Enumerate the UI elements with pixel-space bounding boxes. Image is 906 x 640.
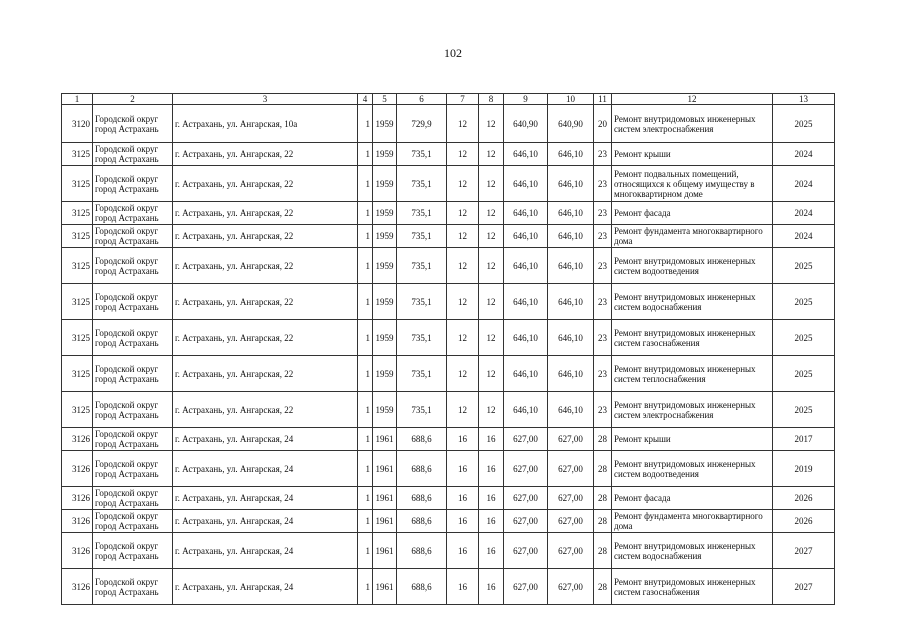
col-10-cell: 627,00 <box>548 428 594 451</box>
col-9-cell: 646,10 <box>504 225 548 248</box>
year-built-cell: 1961 <box>373 533 397 569</box>
work-type-cell: Ремонт фасада <box>612 487 773 510</box>
col-10-cell: 646,10 <box>548 392 594 428</box>
col-4-cell: 1 <box>358 510 373 533</box>
col-10-cell: 627,00 <box>548 569 594 605</box>
district-cell: Городской округ город Астрахань <box>93 533 173 569</box>
col-10-cell: 646,10 <box>548 320 594 356</box>
col-9-cell: 627,00 <box>504 510 548 533</box>
col-11-cell: 23 <box>594 284 612 320</box>
col-8-cell: 12 <box>479 320 504 356</box>
col-7-cell: 12 <box>447 225 479 248</box>
area-cell: 688,6 <box>397 487 447 510</box>
col-8-cell: 12 <box>479 248 504 284</box>
area-cell: 688,6 <box>397 569 447 605</box>
col-8-cell: 12 <box>479 392 504 428</box>
row-id: 3120 <box>62 105 93 143</box>
col-9-cell: 646,10 <box>504 392 548 428</box>
col-10-cell: 627,00 <box>548 533 594 569</box>
table-row <box>62 284 835 320</box>
col-11-cell: 23 <box>594 143 612 166</box>
row-id: 3125 <box>62 143 93 166</box>
col-9-cell: 646,10 <box>504 284 548 320</box>
district-cell: Городской округ город Астрахань <box>93 225 173 248</box>
column-header: 12 <box>612 94 773 105</box>
plan-year-cell: 2026 <box>773 487 835 510</box>
col-4-cell: 1 <box>358 487 373 510</box>
row-id: 3125 <box>62 248 93 284</box>
table-row <box>62 225 835 248</box>
col-4-cell: 1 <box>358 105 373 143</box>
col-4-cell: 1 <box>358 356 373 392</box>
col-10-cell: 646,10 <box>548 166 594 202</box>
col-7-cell: 12 <box>447 105 479 143</box>
col-7-cell: 12 <box>447 320 479 356</box>
table-row <box>62 569 835 605</box>
row-id: 3126 <box>62 510 93 533</box>
district-cell: Городской округ город Астрахань <box>93 284 173 320</box>
address-cell: г. Астрахань, ул. Ангарская, 22 <box>173 143 358 166</box>
address-cell: г. Астрахань, ул. Ангарская, 22 <box>173 202 358 225</box>
column-header: 4 <box>358 94 373 105</box>
col-9-cell: 627,00 <box>504 533 548 569</box>
column-header: 10 <box>548 94 594 105</box>
col-11-cell: 28 <box>594 510 612 533</box>
col-7-cell: 12 <box>447 166 479 202</box>
year-built-cell: 1959 <box>373 166 397 202</box>
year-built-cell: 1959 <box>373 356 397 392</box>
area-cell: 688,6 <box>397 451 447 487</box>
col-7-cell: 16 <box>447 569 479 605</box>
col-11-cell: 23 <box>594 356 612 392</box>
work-type-cell: Ремонт крыши <box>612 428 773 451</box>
col-11-cell: 23 <box>594 392 612 428</box>
district-cell: Городской округ город Астрахань <box>93 202 173 225</box>
year-built-cell: 1959 <box>373 225 397 248</box>
area-cell: 688,6 <box>397 533 447 569</box>
col-10-cell: 627,00 <box>548 451 594 487</box>
column-header: 9 <box>504 94 548 105</box>
col-8-cell: 16 <box>479 487 504 510</box>
col-8-cell: 12 <box>479 202 504 225</box>
plan-year-cell: 2027 <box>773 569 835 605</box>
registry-table <box>61 93 835 605</box>
col-8-cell: 12 <box>479 284 504 320</box>
column-header: 13 <box>773 94 835 105</box>
plan-year-cell: 2025 <box>773 392 835 428</box>
year-built-cell: 1959 <box>373 248 397 284</box>
table-body <box>62 105 835 605</box>
address-cell: г. Астрахань, ул. Ангарская, 22 <box>173 392 358 428</box>
col-9-cell: 627,00 <box>504 487 548 510</box>
district-cell: Городской округ город Астрахань <box>93 248 173 284</box>
col-8-cell: 16 <box>479 451 504 487</box>
plan-year-cell: 2025 <box>773 105 835 143</box>
table-row <box>62 510 835 533</box>
year-built-cell: 1959 <box>373 284 397 320</box>
district-cell: Городской округ город Астрахань <box>93 105 173 143</box>
col-10-cell: 646,10 <box>548 356 594 392</box>
work-type-cell: Ремонт крыши <box>612 143 773 166</box>
col-7-cell: 12 <box>447 202 479 225</box>
work-type-cell: Ремонт внутридомовых инженерных систем водоотведения <box>612 451 773 487</box>
column-header: 8 <box>479 94 504 105</box>
area-cell: 735,1 <box>397 225 447 248</box>
col-7-cell: 16 <box>447 533 479 569</box>
column-header: 7 <box>447 94 479 105</box>
table-row <box>62 392 835 428</box>
col-7-cell: 16 <box>447 428 479 451</box>
address-cell: г. Астрахань, ул. Ангарская, 22 <box>173 284 358 320</box>
year-built-cell: 1959 <box>373 105 397 143</box>
area-cell: 735,1 <box>397 284 447 320</box>
year-built-cell: 1959 <box>373 143 397 166</box>
col-4-cell: 1 <box>358 451 373 487</box>
col-11-cell: 23 <box>594 225 612 248</box>
work-type-cell: Ремонт внутридомовых инженерных систем электроснабжения <box>612 105 773 143</box>
table-row <box>62 105 835 143</box>
col-9-cell: 646,10 <box>504 356 548 392</box>
col-8-cell: 16 <box>479 533 504 569</box>
header-row <box>62 94 835 105</box>
work-type-cell: Ремонт фундамента многоквартирного дома <box>612 225 773 248</box>
work-type-cell: Ремонт внутридомовых инженерных систем теплоснабжения <box>612 356 773 392</box>
area-cell: 688,6 <box>397 428 447 451</box>
col-10-cell: 646,10 <box>548 225 594 248</box>
plan-year-cell: 2024 <box>773 225 835 248</box>
year-built-cell: 1961 <box>373 428 397 451</box>
district-cell: Городской округ город Астрахань <box>93 392 173 428</box>
district-cell: Городской округ город Астрахань <box>93 320 173 356</box>
col-10-cell: 646,10 <box>548 248 594 284</box>
col-7-cell: 16 <box>447 451 479 487</box>
col-9-cell: 627,00 <box>504 451 548 487</box>
row-id: 3125 <box>62 166 93 202</box>
row-id: 3125 <box>62 284 93 320</box>
col-11-cell: 28 <box>594 569 612 605</box>
col-11-cell: 28 <box>594 451 612 487</box>
address-cell: г. Астрахань, ул. Ангарская, 24 <box>173 533 358 569</box>
area-cell: 735,1 <box>397 143 447 166</box>
table-row <box>62 356 835 392</box>
col-9-cell: 646,10 <box>504 166 548 202</box>
column-header: 3 <box>173 94 358 105</box>
plan-year-cell: 2026 <box>773 510 835 533</box>
year-built-cell: 1959 <box>373 202 397 225</box>
row-id: 3126 <box>62 533 93 569</box>
col-4-cell: 1 <box>358 533 373 569</box>
address-cell: г. Астрахань, ул. Ангарская, 22 <box>173 166 358 202</box>
table-row <box>62 487 835 510</box>
work-type-cell: Ремонт фундамента многоквартирного дома <box>612 510 773 533</box>
district-cell: Городской округ город Астрахань <box>93 569 173 605</box>
row-id: 3125 <box>62 392 93 428</box>
row-id: 3126 <box>62 428 93 451</box>
row-id: 3126 <box>62 451 93 487</box>
area-cell: 735,1 <box>397 166 447 202</box>
row-id: 3126 <box>62 487 93 510</box>
address-cell: г. Астрахань, ул. Ангарская, 24 <box>173 428 358 451</box>
col-7-cell: 12 <box>447 143 479 166</box>
year-built-cell: 1961 <box>373 451 397 487</box>
col-10-cell: 640,90 <box>548 105 594 143</box>
area-cell: 729,9 <box>397 105 447 143</box>
district-cell: Городской округ город Астрахань <box>93 428 173 451</box>
col-10-cell: 627,00 <box>548 487 594 510</box>
col-11-cell: 23 <box>594 248 612 284</box>
district-cell: Городской округ город Астрахань <box>93 143 173 166</box>
address-cell: г. Астрахань, ул. Ангарская, 24 <box>173 487 358 510</box>
address-cell: г. Астрахань, ул. Ангарская, 24 <box>173 451 358 487</box>
district-cell: Городской округ город Астрахань <box>93 451 173 487</box>
col-7-cell: 12 <box>447 284 479 320</box>
area-cell: 735,1 <box>397 248 447 284</box>
col-9-cell: 646,10 <box>504 248 548 284</box>
col-10-cell: 646,10 <box>548 284 594 320</box>
district-cell: Городской округ город Астрахань <box>93 356 173 392</box>
col-10-cell: 627,00 <box>548 510 594 533</box>
table-row <box>62 202 835 225</box>
row-id: 3126 <box>62 569 93 605</box>
col-11-cell: 23 <box>594 320 612 356</box>
column-header: 5 <box>373 94 397 105</box>
col-4-cell: 1 <box>358 248 373 284</box>
work-type-cell: Ремонт внутридомовых инженерных систем водоснабжения <box>612 533 773 569</box>
col-7-cell: 12 <box>447 356 479 392</box>
plan-year-cell: 2027 <box>773 533 835 569</box>
address-cell: г. Астрахань, ул. Ангарская, 22 <box>173 225 358 248</box>
column-header: 6 <box>397 94 447 105</box>
col-4-cell: 1 <box>358 225 373 248</box>
table-row <box>62 248 835 284</box>
plan-year-cell: 2025 <box>773 356 835 392</box>
column-header: 2 <box>93 94 173 105</box>
area-cell: 735,1 <box>397 392 447 428</box>
col-8-cell: 16 <box>479 510 504 533</box>
col-4-cell: 1 <box>358 392 373 428</box>
col-11-cell: 20 <box>594 105 612 143</box>
col-4-cell: 1 <box>358 202 373 225</box>
col-11-cell: 28 <box>594 533 612 569</box>
table-row <box>62 428 835 451</box>
col-4-cell: 1 <box>358 166 373 202</box>
year-built-cell: 1959 <box>373 320 397 356</box>
col-8-cell: 12 <box>479 143 504 166</box>
plan-year-cell: 2024 <box>773 143 835 166</box>
table-row <box>62 451 835 487</box>
year-built-cell: 1959 <box>373 392 397 428</box>
page-number: 102 <box>444 46 462 60</box>
col-7-cell: 16 <box>447 487 479 510</box>
year-built-cell: 1961 <box>373 569 397 605</box>
plan-year-cell: 2025 <box>773 248 835 284</box>
col-11-cell: 23 <box>594 202 612 225</box>
address-cell: г. Астрахань, ул. Ангарская, 22 <box>173 320 358 356</box>
area-cell: 735,1 <box>397 356 447 392</box>
table-row <box>62 533 835 569</box>
col-9-cell: 646,10 <box>504 320 548 356</box>
row-id: 3125 <box>62 225 93 248</box>
address-cell: г. Астрахань, ул. Ангарская, 22 <box>173 356 358 392</box>
plan-year-cell: 2025 <box>773 284 835 320</box>
col-4-cell: 1 <box>358 284 373 320</box>
col-7-cell: 12 <box>447 248 479 284</box>
col-8-cell: 12 <box>479 166 504 202</box>
district-cell: Городской округ город Астрахань <box>93 166 173 202</box>
address-cell: г. Астрахань, ул. Ангарская, 10а <box>173 105 358 143</box>
col-7-cell: 16 <box>447 510 479 533</box>
work-type-cell: Ремонт фасада <box>612 202 773 225</box>
plan-year-cell: 2024 <box>773 202 835 225</box>
col-4-cell: 1 <box>358 428 373 451</box>
col-11-cell: 28 <box>594 487 612 510</box>
address-cell: г. Астрахань, ул. Ангарская, 22 <box>173 248 358 284</box>
col-8-cell: 12 <box>479 105 504 143</box>
col-8-cell: 16 <box>479 428 504 451</box>
plan-year-cell: 2025 <box>773 320 835 356</box>
col-11-cell: 28 <box>594 428 612 451</box>
plan-year-cell: 2017 <box>773 428 835 451</box>
plan-year-cell: 2024 <box>773 166 835 202</box>
col-11-cell: 23 <box>594 166 612 202</box>
col-8-cell: 12 <box>479 225 504 248</box>
work-type-cell: Ремонт внутридомовых инженерных систем газоснабжения <box>612 569 773 605</box>
col-9-cell: 640,90 <box>504 105 548 143</box>
col-4-cell: 1 <box>358 143 373 166</box>
work-type-cell: Ремонт подвальных помещений, относящихся к общему имуществу в многоквартирном доме <box>612 166 773 202</box>
row-id: 3125 <box>62 356 93 392</box>
col-9-cell: 627,00 <box>504 428 548 451</box>
column-header: 11 <box>594 94 612 105</box>
col-8-cell: 16 <box>479 569 504 605</box>
work-type-cell: Ремонт внутридомовых инженерных систем водоснабжения <box>612 284 773 320</box>
year-built-cell: 1961 <box>373 510 397 533</box>
district-cell: Городской округ город Астрахань <box>93 487 173 510</box>
row-id: 3125 <box>62 320 93 356</box>
year-built-cell: 1961 <box>373 487 397 510</box>
address-cell: г. Астрахань, ул. Ангарская, 24 <box>173 510 358 533</box>
col-10-cell: 646,10 <box>548 202 594 225</box>
col-4-cell: 1 <box>358 320 373 356</box>
col-8-cell: 12 <box>479 356 504 392</box>
row-id: 3125 <box>62 202 93 225</box>
col-9-cell: 627,00 <box>504 569 548 605</box>
address-cell: г. Астрахань, ул. Ангарская, 24 <box>173 569 358 605</box>
area-cell: 688,6 <box>397 510 447 533</box>
plan-year-cell: 2019 <box>773 451 835 487</box>
work-type-cell: Ремонт внутридомовых инженерных систем газоснабжения <box>612 320 773 356</box>
district-cell: Городской округ город Астрахань <box>93 510 173 533</box>
area-cell: 735,1 <box>397 320 447 356</box>
table-row <box>62 320 835 356</box>
work-type-cell: Ремонт внутридомовых инженерных систем водоотведения <box>612 248 773 284</box>
col-7-cell: 12 <box>447 392 479 428</box>
col-9-cell: 646,10 <box>504 143 548 166</box>
col-9-cell: 646,10 <box>504 202 548 225</box>
column-header: 1 <box>62 94 93 105</box>
table-row <box>62 166 835 202</box>
work-type-cell: Ремонт внутридомовых инженерных систем электроснабжения <box>612 392 773 428</box>
col-4-cell: 1 <box>358 569 373 605</box>
col-10-cell: 646,10 <box>548 143 594 166</box>
area-cell: 735,1 <box>397 202 447 225</box>
table-row <box>62 143 835 166</box>
